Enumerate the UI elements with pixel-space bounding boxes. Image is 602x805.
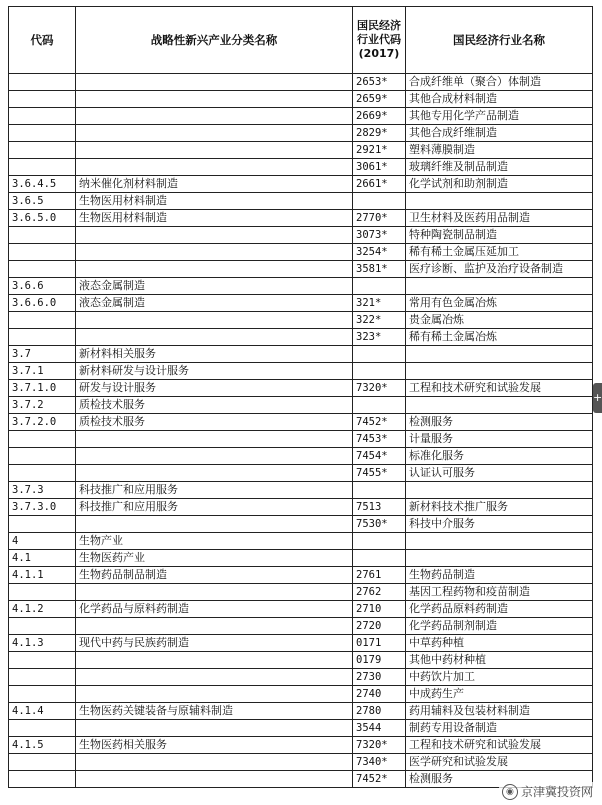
cell-category-name (76, 142, 353, 159)
cell-code (9, 91, 76, 108)
table-header-row (9, 7, 593, 74)
cell-industry-code (353, 397, 406, 414)
cell-industry-name: 新材料技术推广服务 (406, 499, 593, 516)
cell-category-name: 生物医药相关服务 (76, 737, 353, 754)
table-row (9, 499, 593, 516)
cell-industry-name (406, 533, 593, 550)
cell-industry-name: 化学试剂和助剂制造 (406, 176, 593, 193)
cell-category-name: 现代中药与民族药制造 (76, 635, 353, 652)
cell-category-name: 生物医药产业 (76, 550, 353, 567)
header-code: 代码 (9, 7, 76, 74)
table-row (9, 363, 593, 380)
cell-industry-name: 化学药品原料药制造 (406, 601, 593, 618)
cell-category-name (76, 125, 353, 142)
cell-industry-code (353, 482, 406, 499)
table-row (9, 312, 593, 329)
cell-industry-name: 其他合成纤维制造 (406, 125, 593, 142)
cell-code (9, 465, 76, 482)
cell-category-name: 生物产业 (76, 533, 353, 550)
table-row (9, 448, 593, 465)
cell-category-name (76, 669, 353, 686)
cell-code (9, 584, 76, 601)
cell-industry-code: 7320* (353, 737, 406, 754)
cell-industry-name (406, 550, 593, 567)
table-row (9, 397, 593, 414)
cell-category-name (76, 261, 353, 278)
table-row (9, 533, 593, 550)
cell-industry-code: 0171 (353, 635, 406, 652)
table-row (9, 329, 593, 346)
cell-code (9, 431, 76, 448)
cell-industry-name: 医疗诊断、监护及治疗设备制造 (406, 261, 593, 278)
table-row (9, 635, 593, 652)
cell-industry-code: 7452* (353, 771, 406, 788)
cell-industry-name: 塑料薄膜制造 (406, 142, 593, 159)
cell-code: 4.1.2 (9, 601, 76, 618)
cell-industry-name: 贵金属冶炼 (406, 312, 593, 329)
cell-code: 4 (9, 533, 76, 550)
cell-category-name: 化学药品与原料药制造 (76, 601, 353, 618)
cell-industry-code: 7453* (353, 431, 406, 448)
cell-industry-name: 合成纤维单（聚合）体制造 (406, 74, 593, 91)
cell-code (9, 669, 76, 686)
plus-icon: + (593, 391, 602, 404)
cell-code: 4.1.4 (9, 703, 76, 720)
table-row (9, 227, 593, 244)
cell-category-name (76, 652, 353, 669)
table-row (9, 210, 593, 227)
cell-industry-code: 2762 (353, 584, 406, 601)
cell-code (9, 142, 76, 159)
cell-category-name: 生物医用材料制造 (76, 210, 353, 227)
cell-code: 3.6.6.0 (9, 295, 76, 312)
cell-industry-code (353, 193, 406, 210)
cell-industry-name: 稀有稀土金属压延加工 (406, 244, 593, 261)
cell-code (9, 312, 76, 329)
industry-classification-table (8, 6, 593, 788)
cell-industry-code: 2740 (353, 686, 406, 703)
cell-code: 4.1.1 (9, 567, 76, 584)
cell-industry-code: 2770* (353, 210, 406, 227)
cell-code (9, 244, 76, 261)
table-row (9, 652, 593, 669)
cell-category-name (76, 584, 353, 601)
cell-industry-name: 化学药品制剂制造 (406, 618, 593, 635)
cell-industry-code: 323* (353, 329, 406, 346)
table-row (9, 380, 593, 397)
table-row (9, 91, 593, 108)
table-row (9, 261, 593, 278)
table-row (9, 482, 593, 499)
cell-code (9, 652, 76, 669)
cell-code: 3.7.1 (9, 363, 76, 380)
cell-industry-code: 7340* (353, 754, 406, 771)
cell-industry-code: 2653* (353, 74, 406, 91)
table-row (9, 431, 593, 448)
cell-industry-name: 常用有色金属冶炼 (406, 295, 593, 312)
cell-code (9, 227, 76, 244)
table-row (9, 669, 593, 686)
table-row (9, 108, 593, 125)
cell-industry-code: 7454* (353, 448, 406, 465)
cell-industry-code: 7452* (353, 414, 406, 431)
table-row (9, 346, 593, 363)
cell-industry-name: 工程和技术研究和试验发展 (406, 380, 593, 397)
cell-category-name (76, 448, 353, 465)
cell-category-name (76, 108, 353, 125)
cell-code (9, 516, 76, 533)
cell-category-name (76, 431, 353, 448)
table-row (9, 465, 593, 482)
cell-industry-code: 2730 (353, 669, 406, 686)
header-category-name: 战略性新兴产业分类名称 (76, 7, 353, 74)
cell-industry-name: 稀有稀土金属冶炼 (406, 329, 593, 346)
cell-industry-code: 2669* (353, 108, 406, 125)
cell-category-name (76, 329, 353, 346)
cell-industry-code: 3061* (353, 159, 406, 176)
cell-industry-code: 2710 (353, 601, 406, 618)
cell-code: 3.6.6 (9, 278, 76, 295)
table-row (9, 125, 593, 142)
cell-code (9, 261, 76, 278)
cell-industry-code: 7530* (353, 516, 406, 533)
table-row (9, 601, 593, 618)
cell-industry-name: 其他合成材料制造 (406, 91, 593, 108)
cell-industry-name: 生物药品制造 (406, 567, 593, 584)
cell-industry-code (353, 363, 406, 380)
header-industry-name: 国民经济行业名称 (406, 7, 593, 74)
cell-industry-code: 2661* (353, 176, 406, 193)
cell-industry-name: 科技中介服务 (406, 516, 593, 533)
cell-industry-code: 2659* (353, 91, 406, 108)
cell-industry-name (406, 193, 593, 210)
cell-code (9, 159, 76, 176)
cell-category-name: 新材料相关服务 (76, 346, 353, 363)
cell-category-name: 科技推广和应用服务 (76, 499, 353, 516)
watermark-text: 京津冀投资网 (520, 785, 593, 799)
table-row (9, 193, 593, 210)
cell-industry-code: 2921* (353, 142, 406, 159)
table-row (9, 142, 593, 159)
cell-industry-code: 2780 (353, 703, 406, 720)
cell-category-name: 纳米催化剂材料制造 (76, 176, 353, 193)
cell-category-name: 新材料研发与设计服务 (76, 363, 353, 380)
table-row (9, 754, 593, 771)
cell-category-name: 液态金属制造 (76, 295, 353, 312)
cell-category-name (76, 465, 353, 482)
cell-industry-name (406, 397, 593, 414)
cell-category-name: 生物医药关键装备与原辅料制造 (76, 703, 353, 720)
cell-code (9, 448, 76, 465)
cell-category-name (76, 312, 353, 329)
cell-industry-code: 2829* (353, 125, 406, 142)
cell-code: 3.6.5.0 (9, 210, 76, 227)
cell-category-name: 生物医用材料制造 (76, 193, 353, 210)
table-row (9, 295, 593, 312)
cell-category-name: 科技推广和应用服务 (76, 482, 353, 499)
cell-category-name (76, 516, 353, 533)
table-row (9, 686, 593, 703)
cell-category-name (76, 686, 353, 703)
table-row (9, 703, 593, 720)
cell-industry-name: 工程和技术研究和试验发展 (406, 737, 593, 754)
cell-industry-name: 药用辅料及包装材料制造 (406, 703, 593, 720)
cell-category-name (76, 74, 353, 91)
cell-code (9, 686, 76, 703)
cell-industry-code: 7320* (353, 380, 406, 397)
table-row (9, 550, 593, 567)
cell-industry-name: 中成药生产 (406, 686, 593, 703)
table-row (9, 414, 593, 431)
cell-category-name (76, 227, 353, 244)
table-row (9, 584, 593, 601)
table-body (9, 74, 593, 788)
cell-industry-code: 7513 (353, 499, 406, 516)
cell-code (9, 108, 76, 125)
table-row (9, 159, 593, 176)
cell-code: 3.7.1.0 (9, 380, 76, 397)
cell-industry-name: 标准化服务 (406, 448, 593, 465)
side-expand-tab[interactable] (593, 383, 602, 413)
cell-code: 3.7.2.0 (9, 414, 76, 431)
cell-industry-name: 检测服务 (406, 414, 593, 431)
cell-category-name (76, 720, 353, 737)
cell-industry-code (353, 346, 406, 363)
table-row (9, 737, 593, 754)
cell-industry-code: 321* (353, 295, 406, 312)
cell-industry-name: 检测服务 (406, 771, 593, 788)
table-row (9, 244, 593, 261)
cell-industry-code: 2720 (353, 618, 406, 635)
cell-code: 3.7.3.0 (9, 499, 76, 516)
cell-industry-code: 7455* (353, 465, 406, 482)
cell-code: 3.7.3 (9, 482, 76, 499)
cell-code (9, 618, 76, 635)
cell-industry-name: 基因工程药物和疫苗制造 (406, 584, 593, 601)
cell-industry-code: 2761 (353, 567, 406, 584)
cell-category-name (76, 244, 353, 261)
cell-industry-name (406, 346, 593, 363)
cell-code: 3.6.4.5 (9, 176, 76, 193)
cell-code: 3.7 (9, 346, 76, 363)
cell-category-name (76, 91, 353, 108)
cell-code: 4.1.5 (9, 737, 76, 754)
cell-industry-code: 3544 (353, 720, 406, 737)
table-row (9, 516, 593, 533)
cell-industry-code (353, 550, 406, 567)
cell-code (9, 74, 76, 91)
cell-industry-code: 322* (353, 312, 406, 329)
cell-code: 3.6.5 (9, 193, 76, 210)
cell-code (9, 125, 76, 142)
cell-code (9, 754, 76, 771)
cell-industry-name: 认证认可服务 (406, 465, 593, 482)
table-row (9, 278, 593, 295)
table-row (9, 720, 593, 737)
table-row (9, 176, 593, 193)
cell-industry-name (406, 482, 593, 499)
cell-industry-code: 3581* (353, 261, 406, 278)
cell-industry-code (353, 278, 406, 295)
cell-category-name (76, 618, 353, 635)
cell-code (9, 329, 76, 346)
table-row (9, 74, 593, 91)
cell-category-name (76, 754, 353, 771)
cell-industry-name: 医学研究和试验发展 (406, 754, 593, 771)
cell-industry-name: 特种陶瓷制品制造 (406, 227, 593, 244)
cell-industry-code: 3254* (353, 244, 406, 261)
cell-industry-code: 0179 (353, 652, 406, 669)
cell-category-name (76, 771, 353, 788)
cell-category-name: 生物药品制品制造 (76, 567, 353, 584)
table-row (9, 618, 593, 635)
cell-industry-name: 玻璃纤维及制品制造 (406, 159, 593, 176)
cell-industry-name: 其他中药材种植 (406, 652, 593, 669)
source-watermark (499, 782, 596, 801)
cell-category-name: 研发与设计服务 (76, 380, 353, 397)
cell-code (9, 771, 76, 788)
wechat-channel-icon: ◉ (502, 784, 518, 800)
cell-category-name (76, 159, 353, 176)
cell-industry-name: 中药饮片加工 (406, 669, 593, 686)
cell-industry-name: 卫生材料及医药用品制造 (406, 210, 593, 227)
cell-category-name: 质检技术服务 (76, 397, 353, 414)
cell-category-name: 质检技术服务 (76, 414, 353, 431)
cell-code: 4.1.3 (9, 635, 76, 652)
cell-industry-name: 中草药种植 (406, 635, 593, 652)
cell-industry-name (406, 363, 593, 380)
cell-industry-name: 制药专用设备制造 (406, 720, 593, 737)
cell-code (9, 720, 76, 737)
cell-industry-name: 其他专用化学产品制造 (406, 108, 593, 125)
cell-industry-code: 3073* (353, 227, 406, 244)
cell-industry-code (353, 533, 406, 550)
table-row (9, 567, 593, 584)
cell-industry-name (406, 278, 593, 295)
cell-category-name: 液态金属制造 (76, 278, 353, 295)
cell-code: 3.7.2 (9, 397, 76, 414)
header-industry-code: 国民经济行业代码(2017) (353, 7, 406, 74)
cell-code: 4.1 (9, 550, 76, 567)
cell-industry-name: 计量服务 (406, 431, 593, 448)
